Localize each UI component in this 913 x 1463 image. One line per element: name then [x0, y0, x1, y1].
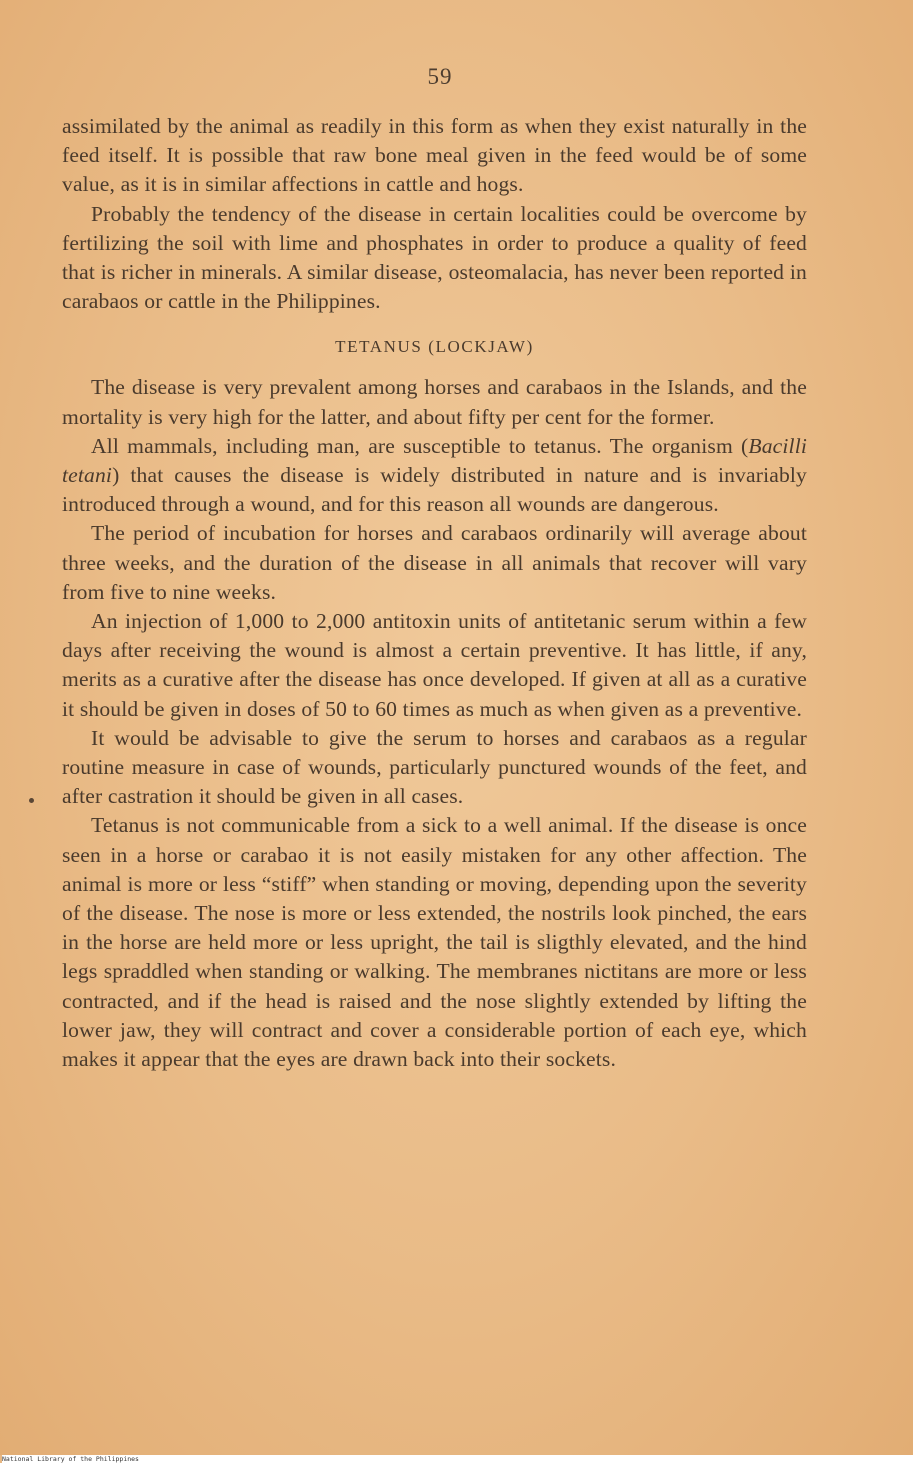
section-heading-tetanus: TETANUS (LOCKJAW)	[335, 337, 534, 357]
body-text	[62, 112, 807, 1074]
paragraph-routine-serum: It would be advisable to give the serum to horses and carabaos as a regular routine measure in case of wounds, particularly punctured wounds of the feet, and after castration it should be given in all cases.	[62, 725, 807, 809]
paragraph-fertilizing: Probably the tendency of the disease in certain localities could be overcome by fertilizing the soil with lime and phosphates in order to produce a quality of feed that is richer in minerals. A similar disease, osteomalacia, has never been reported in carabaos or cattle in the Philippines.	[62, 201, 807, 314]
library-credit: National Library of the Philippines	[2, 1455, 913, 1463]
paragraph-organism-text-after: ) that causes the disease is widely distributed in nature and is invariably introduced through a wound, and for this reason all wounds are dangerous.	[62, 463, 807, 517]
paragraph-prevalence: The disease is very prevalent among horses and carabaos in the Islands, and the mortality is very high for the latter, and about fifty per cent for the former.	[62, 375, 807, 429]
paragraph-organism	[62, 432, 807, 520]
organism-name: Bacilli tetani	[62, 433, 807, 488]
paragraph-injection: An injection of 1,000 to 2,000 antitoxin units of antitetanic serum within a few days after receiving the wound is almost a certain preventive. It has little, if any, merits as a curative after the disease has once developed. If given at all as a curative it should be given in doses of 50 to 60 times as much as when given as a preventive.	[62, 609, 807, 721]
paper-speck	[29, 798, 34, 803]
paragraph-incubation: The period of incubation for horses and carabaos ordinarily will average about three weeks, and the duration of the disease in all animals that recover will vary from five to nine weeks.	[62, 521, 807, 604]
paragraph-symptoms: Tetanus is not communicable from a sick to a well animal. If the disease is once seen in a horse or carabao it is not easily mistaken for any other affection. The animal is more or less “stiff” when standing or moving, depending upon the severity of the disease. The nose is more or less extended, the nostrils look pinched, the ears in the horse are held more or less upright, the tail is sligthly elevated, and the hind legs spraddled when standing or walking. The membranes nictitans are more or less contracted, and if the head is raised and the nose slightly extended by lifting the lower jaw, they will contract and cover a considerable portion of each eye, which makes it appear that the eyes are drawn back into their sockets.	[62, 813, 807, 1072]
paragraph-organism-text-before: All mammals, including man, are susceptible to tetanus. The organism (	[91, 433, 749, 458]
page-number: 59	[427, 64, 453, 89]
paragraph-continuation: assimilated by the animal as readily in this form as when they exist naturally in the feed itself. It is possible that raw bone meal given in the feed would be of some value, as it is in similar affections in cattle and hogs.	[62, 114, 807, 197]
